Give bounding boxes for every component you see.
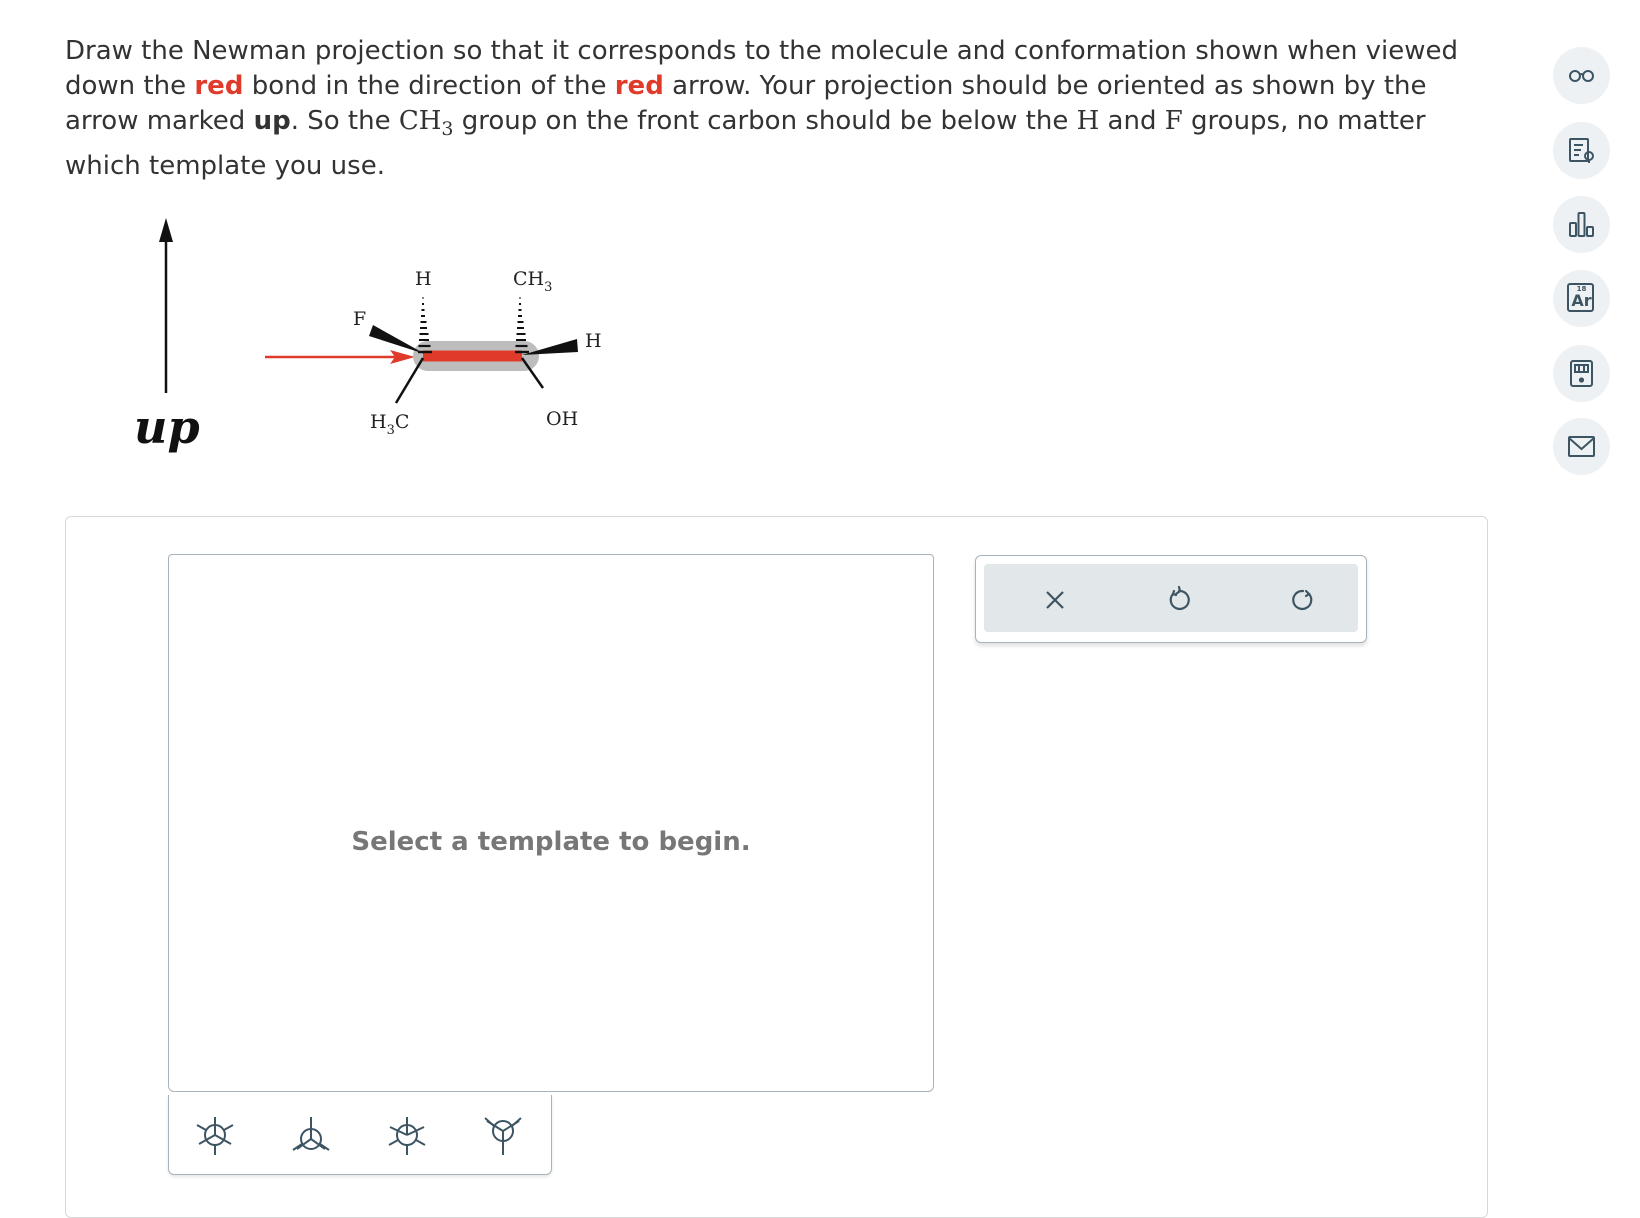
prompt-text: group on the front carbon should be below the xyxy=(453,106,1077,136)
atom-label-oh: OH xyxy=(546,408,579,430)
newman-eclipsed-icon[interactable] xyxy=(381,1109,433,1161)
newman-staggered-alt-icon[interactable] xyxy=(285,1109,337,1161)
atom-label-ch3: $CH_3$ xyxy=(513,268,553,295)
prompt-text: . So the xyxy=(290,106,399,136)
wedge-bond-f xyxy=(369,325,425,354)
calculator-icon xyxy=(1567,359,1596,388)
prompt-text: and xyxy=(1099,106,1165,136)
undo-icon[interactable] xyxy=(1160,581,1198,619)
atom-label-h-top: H xyxy=(415,268,432,290)
prompt-f: F xyxy=(1164,106,1183,136)
x-icon[interactable] xyxy=(1036,581,1074,619)
prompt-text: groups, no matter xyxy=(1182,106,1426,136)
prompt-red-word: red xyxy=(614,71,664,101)
up-label: up xyxy=(134,400,200,454)
message-button[interactable] xyxy=(1553,418,1610,475)
calculator-button[interactable] xyxy=(1553,345,1610,402)
template-tray xyxy=(168,1095,552,1175)
molecule-diagram xyxy=(255,255,635,445)
worksheet-icon xyxy=(1567,136,1596,165)
tool-panel xyxy=(975,555,1367,643)
prompt-up-word: up xyxy=(253,106,291,136)
question-prompt xyxy=(65,34,1465,184)
atom-label-h-right: H xyxy=(585,330,602,352)
periodic-symbol: Ar xyxy=(1571,291,1592,310)
prompt-text: bond in the direction of the xyxy=(243,71,615,101)
newman-eclipsed-alt-icon[interactable] xyxy=(477,1109,529,1161)
glasses-icon xyxy=(1567,61,1596,90)
prompt-h: H xyxy=(1076,106,1100,136)
newman-staggered-icon[interactable] xyxy=(189,1109,241,1161)
bar-chart-icon xyxy=(1567,210,1596,239)
bond-h3c xyxy=(396,358,423,403)
data-chart-button[interactable] xyxy=(1553,196,1610,253)
redo-icon[interactable] xyxy=(1284,581,1322,619)
prompt-red-word: red xyxy=(194,71,244,101)
drawing-canvas[interactable] xyxy=(168,554,934,1092)
periodic-number: 18 xyxy=(1576,285,1587,293)
canvas-placeholder-message: Select a template to begin. xyxy=(351,827,751,857)
prompt-text: Draw the Newman projection so that it corresponds to the molecule and conformation shown when viewed down the xyxy=(65,36,1458,101)
prompt-text: arrow. Your projection should be oriented as shown by the arrow marked xyxy=(65,71,1427,136)
atom-label-h3c: $H_3C$ xyxy=(370,411,410,438)
periodic-table-button[interactable] xyxy=(1553,270,1610,327)
worksheet-button[interactable] xyxy=(1553,122,1610,179)
up-arrow-icon xyxy=(155,218,177,393)
atom-label-f: F xyxy=(353,308,367,330)
glasses-button[interactable] xyxy=(1553,47,1610,104)
prompt-ch3: $CH_3$ xyxy=(398,106,454,140)
mail-icon xyxy=(1567,432,1596,461)
prompt-text: which template you use. xyxy=(65,151,385,181)
tool-panel-inner xyxy=(984,564,1358,632)
